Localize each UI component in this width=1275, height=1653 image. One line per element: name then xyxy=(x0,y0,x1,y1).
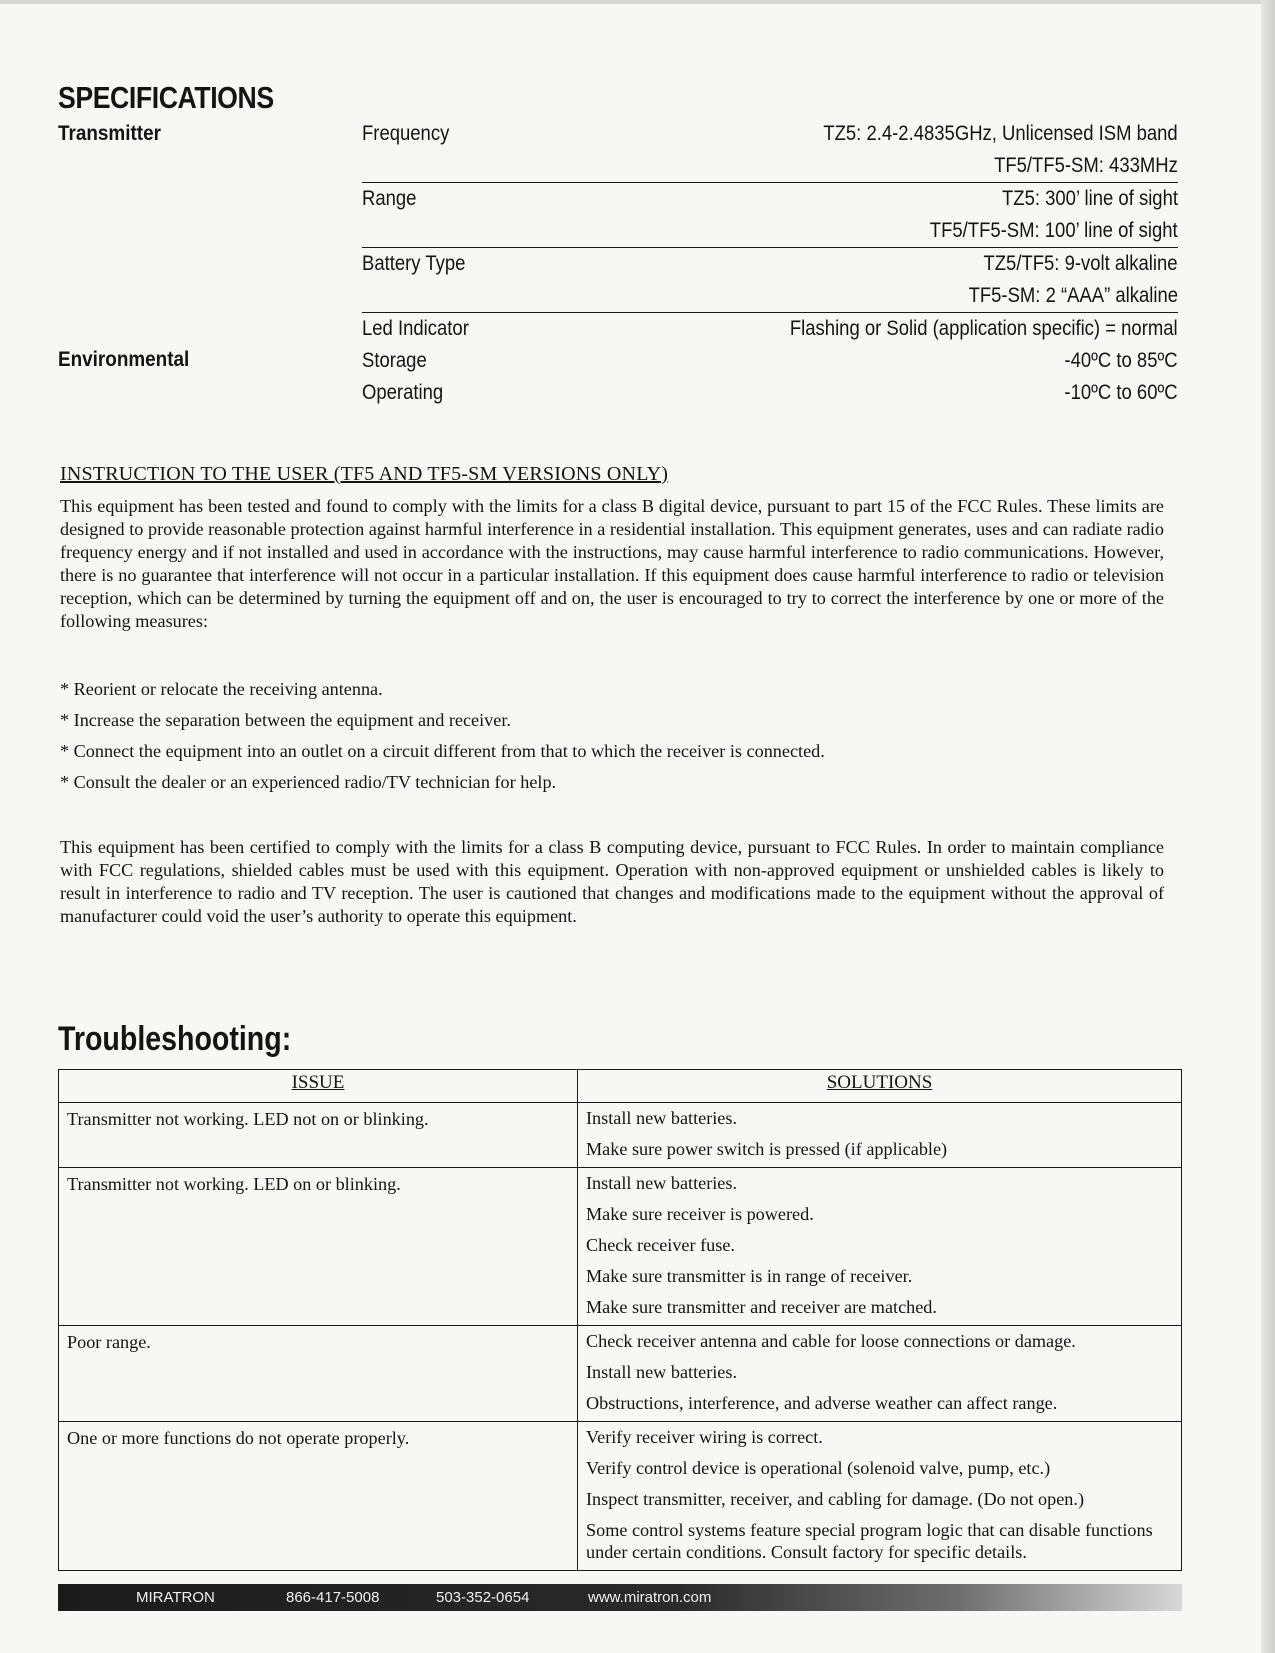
fcc-paragraph-2: This equipment has been certified to comply with the limits for a class B computing device, pursuant to FCC Rules. In order to maintain compliance with FCC regulations, shielded cables must be used with this equipment. Operation with non-approved equipment or unshielded cables is likely to result in interference to radio and TV reception. The user is cautioned that changes and modifications made to the equipment without the approval of manufacturer could void the user’s authority to operate this equipment. xyxy=(60,837,1164,926)
issue-cell: Transmitter not working. LED not on or blinking. xyxy=(59,1103,578,1168)
solution-item: Make sure transmitter is in range of receiver. xyxy=(586,1266,913,1286)
spec-label: Frequency xyxy=(362,122,450,145)
environmental-section-label: Environmental xyxy=(58,348,190,371)
spec-value: Flashing or Solid (application specific) = normal xyxy=(790,317,1178,340)
solutions-cell xyxy=(578,1168,1182,1326)
troubleshooting-title: Troubleshooting: xyxy=(58,1020,292,1058)
table-row xyxy=(59,1422,1182,1571)
spec-label: Range xyxy=(362,187,417,210)
instruction-title: INSTRUCTION TO THE USER (TF5 AND TF5-SM VERSIONS ONLY) xyxy=(60,463,669,485)
table-row xyxy=(59,1326,1182,1422)
solution-item: Make sure receiver is powered. xyxy=(586,1204,814,1224)
spec-label: Operating xyxy=(362,381,444,404)
solutions-cell xyxy=(578,1326,1182,1422)
page-top-edge xyxy=(0,0,1275,4)
troubleshooting-table xyxy=(58,1069,1182,1571)
solution-item: Check receiver antenna and cable for loose connections or damage. xyxy=(586,1331,1076,1351)
spec-value: TF5/TF5-SM: 100’ line of sight xyxy=(930,219,1178,242)
issue-cell: Transmitter not working. LED on or blinking. xyxy=(59,1168,578,1326)
spec-value: -10ºC to 60ºC xyxy=(1064,381,1178,404)
solution-item: Make sure transmitter and receiver are matched. xyxy=(586,1297,937,1317)
spec-row-battery-type xyxy=(362,248,1178,312)
specifications-table xyxy=(362,118,1178,409)
spec-value: TZ5: 300’ line of sight xyxy=(1002,187,1178,210)
spec-row-led-indicator xyxy=(362,313,1178,345)
spec-row-operating xyxy=(362,377,1178,409)
list-item: * Consult the dealer or an experienced radio/TV technician for help. xyxy=(60,772,557,792)
footer-phone-2: 503-352-0654 xyxy=(436,1589,530,1606)
specifications-title: SPECIFICATIONS xyxy=(58,80,274,115)
solutions-cell xyxy=(578,1103,1182,1168)
spec-label: Storage xyxy=(362,349,427,372)
solution-item: Obstructions, interference, and adverse weather can affect range. xyxy=(586,1393,1058,1413)
issue-column-header: ISSUE xyxy=(59,1070,578,1103)
solution-item: Inspect transmitter, receiver, and cabling for damage. (Do not open.) xyxy=(586,1489,1084,1509)
solution-item: Install new batteries. xyxy=(586,1362,738,1382)
table-row xyxy=(59,1168,1182,1326)
table-header-row xyxy=(59,1070,1182,1103)
solution-item: Install new batteries. xyxy=(586,1173,738,1193)
solution-item: Check receiver fuse. xyxy=(586,1235,735,1255)
spec-value: TZ5/TF5: 9-volt alkaline xyxy=(983,252,1178,275)
footer-brand: MIRATRON xyxy=(136,1589,215,1606)
spec-label: Battery Type xyxy=(362,252,466,275)
solution-item: Verify receiver wiring is correct. xyxy=(586,1427,823,1447)
spec-row-storage xyxy=(362,345,1178,377)
footer-bar xyxy=(58,1584,1182,1611)
fcc-paragraph-1: This equipment has been tested and found to comply with the limits for a class B digital device, pursuant to part 15 of the FCC Rules. These limits are designed to provide reasonable protection against harmful interference in a residential installation. This equipment generates, uses and can radiate radio frequency energy and if not installed and used in accordance with the instructions, may cause harmful interference to radio communications. However, there is no guarantee that interference will not occur in a particular installation. If this equipment does cause harmful interference to radio or television reception, which can be determined by turning the equipment off and on, the user is encouraged to try to correct the interference by one or more of the following measures: xyxy=(60,496,1164,631)
solutions-cell xyxy=(578,1422,1182,1571)
solutions-column-header: SOLUTIONS xyxy=(578,1070,1182,1103)
spec-value: TF5-SM: 2 “AAA” alkaline xyxy=(968,284,1178,307)
interference-measures-list xyxy=(60,674,825,798)
spec-value: TF5/TF5-SM: 433MHz xyxy=(994,154,1178,177)
issue-cell: One or more functions do not operate properly. xyxy=(59,1422,578,1571)
transmitter-section-label: Transmitter xyxy=(58,122,161,145)
solution-item: Verify control device is operational (solenoid valve, pump, etc.) xyxy=(586,1458,1051,1478)
solution-item: Some control systems feature special program logic that can disable functions under certain conditions. Consult factory for specific details. xyxy=(586,1520,1153,1562)
spec-label: Led Indicator xyxy=(362,317,469,340)
table-row xyxy=(59,1103,1182,1168)
spec-row-frequency xyxy=(362,118,1178,182)
spec-value: -40ºC to 85ºC xyxy=(1064,349,1178,372)
solution-item: Install new batteries. xyxy=(586,1108,738,1128)
spec-value: TZ5: 2.4-2.4835GHz, Unlicensed ISM band xyxy=(823,122,1178,145)
solution-item: Make sure power switch is pressed (if applicable) xyxy=(586,1139,948,1159)
footer-phone-1: 866-417-5008 xyxy=(286,1589,380,1606)
list-item: * Connect the equipment into an outlet on a circuit different from that to which the receiver is connected. xyxy=(60,741,825,761)
spec-row-range xyxy=(362,183,1178,247)
issue-cell: Poor range. xyxy=(59,1326,578,1422)
list-item: * Increase the separation between the equipment and receiver. xyxy=(60,710,511,730)
list-item: * Reorient or relocate the receiving antenna. xyxy=(60,679,383,699)
footer-website: www.miratron.com xyxy=(588,1589,712,1606)
page-right-edge xyxy=(1261,0,1275,1653)
